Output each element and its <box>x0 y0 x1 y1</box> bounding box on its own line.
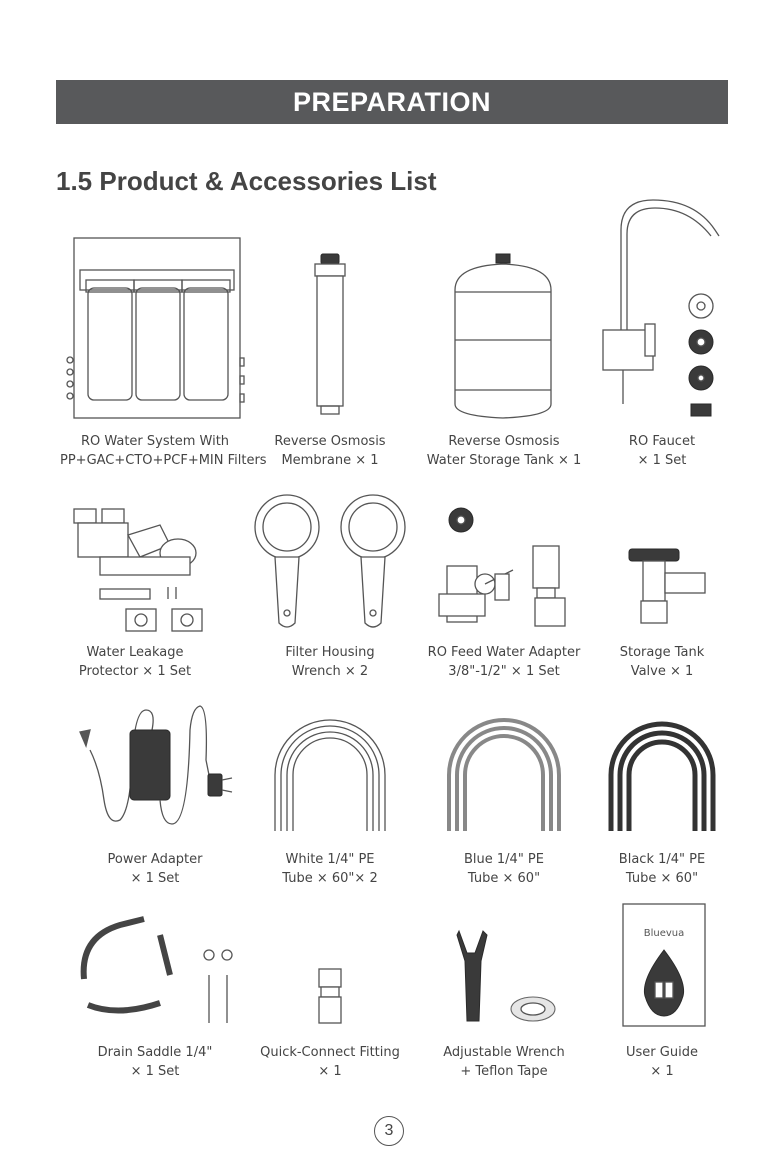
item-faucet-line2: × 1 Set <box>637 453 687 468</box>
item-tank-valve <box>567 535 757 685</box>
housing-wrench-icon <box>235 485 425 645</box>
page-number: 3 <box>374 1116 404 1146</box>
item-power-adapter-line2: × 1 Set <box>130 871 180 886</box>
item-ro-system-line1: RO Water System With <box>80 434 230 449</box>
item-faucet-line1: RO Faucet <box>628 434 696 449</box>
power-adapter-icon <box>60 700 250 840</box>
item-quick-connect-line1: Quick-Connect Fitting <box>260 1045 400 1060</box>
item-blue-tube-line1: Blue 1/4" PE <box>464 852 544 867</box>
item-membrane-line1: Reverse Osmosis <box>274 434 386 449</box>
faucet-icon <box>567 190 757 430</box>
white-tube-icon <box>235 705 425 845</box>
membrane-icon <box>235 230 425 430</box>
item-membrane-line2: Membrane × 1 <box>281 453 379 468</box>
preparation-banner <box>56 80 728 124</box>
item-black-tube-line1: Black 1/4" PE <box>618 852 706 867</box>
item-tank-valve-line1: Storage Tank <box>619 645 705 660</box>
item-user-guide <box>567 900 757 1085</box>
item-feed-adapter-line1: RO Feed Water Adapter <box>427 645 581 660</box>
item-housing-wrench-line1: Filter Housing <box>285 645 375 660</box>
item-power-adapter-line1: Power Adapter <box>107 852 203 867</box>
banner-title: PREPARATION <box>292 86 491 117</box>
item-quick-connect <box>235 905 425 1085</box>
section-title: 1.5 Product & Accessories List <box>56 166 437 196</box>
item-feed-adapter-line2: 3/8"-1/2" × 1 Set <box>448 664 560 679</box>
tank-valve-icon <box>567 535 757 645</box>
item-ro-system-line2: PP+GAC+CTO+PCF+MIN Filters <box>60 453 267 468</box>
user-guide-icon <box>567 900 757 1035</box>
item-white-tube-line2: Tube × 60"× 2 <box>282 871 378 886</box>
item-leak-protector-line2: Protector × 1 Set <box>78 664 192 679</box>
item-drain-saddle-line2: × 1 Set <box>130 1064 180 1079</box>
drain-saddle-icon <box>60 905 250 1040</box>
ro-system-icon <box>60 230 250 430</box>
item-drain-saddle-line1: Drain Saddle 1/4" <box>97 1045 213 1060</box>
black-tube-icon <box>567 705 757 845</box>
item-white-tube-line1: White 1/4" PE <box>285 852 375 867</box>
leak-protector-icon <box>40 495 230 645</box>
item-drain-saddle <box>60 905 250 1085</box>
item-housing-wrench-line2: Wrench × 2 <box>291 664 369 679</box>
item-power-adapter <box>60 700 250 890</box>
item-housing-wrench <box>235 485 425 685</box>
item-user-guide-line2: × 1 <box>650 1064 674 1079</box>
item-storage-tank-line2: Water Storage Tank × 1 <box>426 453 582 468</box>
item-white-tube <box>235 705 425 890</box>
item-faucet <box>567 190 757 470</box>
item-membrane <box>235 230 425 470</box>
item-black-tube-line2: Tube × 60" <box>625 871 699 886</box>
guide-brand-text: Bluevua <box>643 928 685 939</box>
item-ro-system <box>60 230 267 470</box>
item-leak-protector-line1: Water Leakage <box>86 645 184 660</box>
item-blue-tube-line2: Tube × 60" <box>467 871 541 886</box>
item-black-tube <box>567 705 757 890</box>
item-adjustable-wrench-line1: Adjustable Wrench <box>443 1045 565 1060</box>
item-adjustable-wrench-line2: + Teflon Tape <box>460 1064 548 1079</box>
item-tank-valve-line2: Valve × 1 <box>630 664 694 679</box>
item-leak-protector <box>40 495 230 685</box>
item-user-guide-line1: User Guide <box>626 1045 698 1060</box>
item-quick-connect-line2: × 1 <box>318 1064 342 1079</box>
quick-connect-icon <box>235 905 425 1040</box>
item-storage-tank-line1: Reverse Osmosis <box>448 434 560 449</box>
